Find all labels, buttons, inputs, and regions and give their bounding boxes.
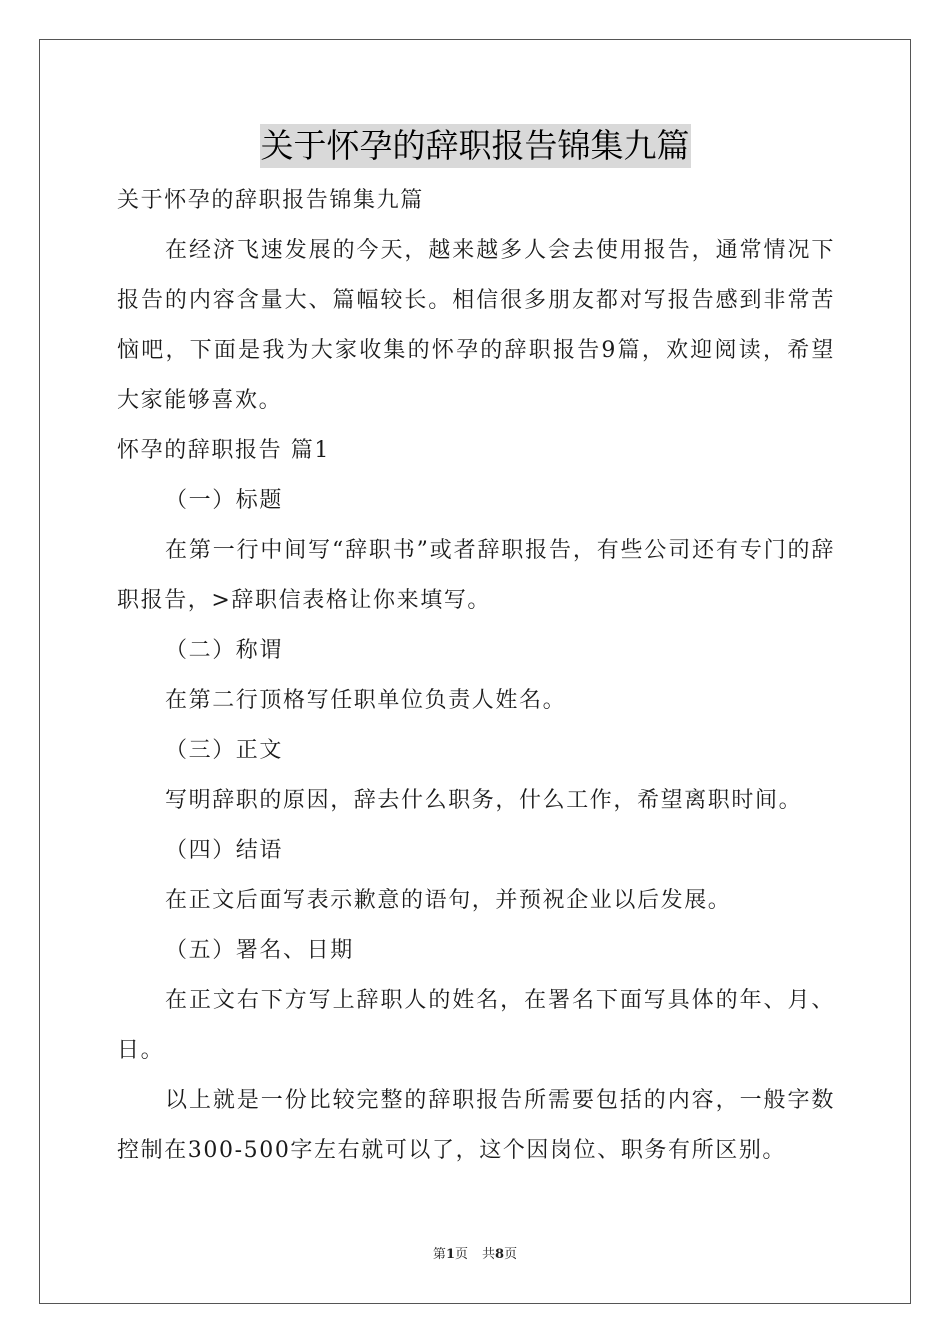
item-heading-salutation: （二）称谓	[165, 638, 284, 663]
item-heading-signature: （五）署名、日期	[165, 938, 354, 963]
section-heading: 怀孕的辞职报告 篇1	[117, 438, 330, 463]
document-body	[117, 176, 835, 1176]
item-heading-body: （三）正文	[165, 738, 284, 763]
document-title: 关于怀孕的辞职报告锦集九篇	[260, 124, 691, 168]
paragraph-summary: 以上就是一份比较完整的辞职报告所需要包括的内容，一般字数控制在300-500字左右就可以了，这个因岗位、职务有所区别。	[117, 1088, 835, 1163]
paragraph-subtitle: 关于怀孕的辞职报告锦集九篇	[117, 188, 424, 213]
title-container	[0, 124, 950, 168]
page-suffix: 页	[454, 1247, 468, 1262]
item-heading-closing: （四）结语	[165, 838, 284, 863]
paragraph-body-body: 写明辞职的原因，辞去什么职务，什么工作，希望离职时间。	[165, 788, 803, 813]
paragraph-signature-body: 在正文右下方写上辞职人的姓名，在署名下面写具体的年、月、日。	[117, 988, 835, 1063]
total-prefix: 共	[482, 1247, 496, 1262]
total-pages: 8	[495, 1247, 505, 1262]
item-heading-title: （一）标题	[165, 488, 284, 513]
page-footer	[0, 1246, 950, 1264]
paragraph-intro: 在经济飞速发展的今天，越来越多人会去使用报告，通常情况下报告的内容含量大、篇幅较长。相信很多朋友都对写报告感到非常苦恼吧，下面是我为大家收集的怀孕的辞职报告9篇，欢迎阅读，希望大家能够喜欢。	[117, 238, 835, 413]
paragraph-closing-body: 在正文后面写表示歉意的语句，并预祝企业以后发展。	[165, 888, 732, 913]
total-suffix: 页	[504, 1247, 518, 1262]
page-current: 1	[445, 1247, 455, 1262]
page-prefix: 第	[432, 1247, 446, 1262]
paragraph-salutation-body: 在第二行顶格写任职单位负责人姓名。	[165, 688, 567, 713]
paragraph-title-body: 在第一行中间写“辞职书”或者辞职报告，有些公司还有专门的辞职报告，>辞职信表格让你来填写。	[117, 538, 835, 613]
